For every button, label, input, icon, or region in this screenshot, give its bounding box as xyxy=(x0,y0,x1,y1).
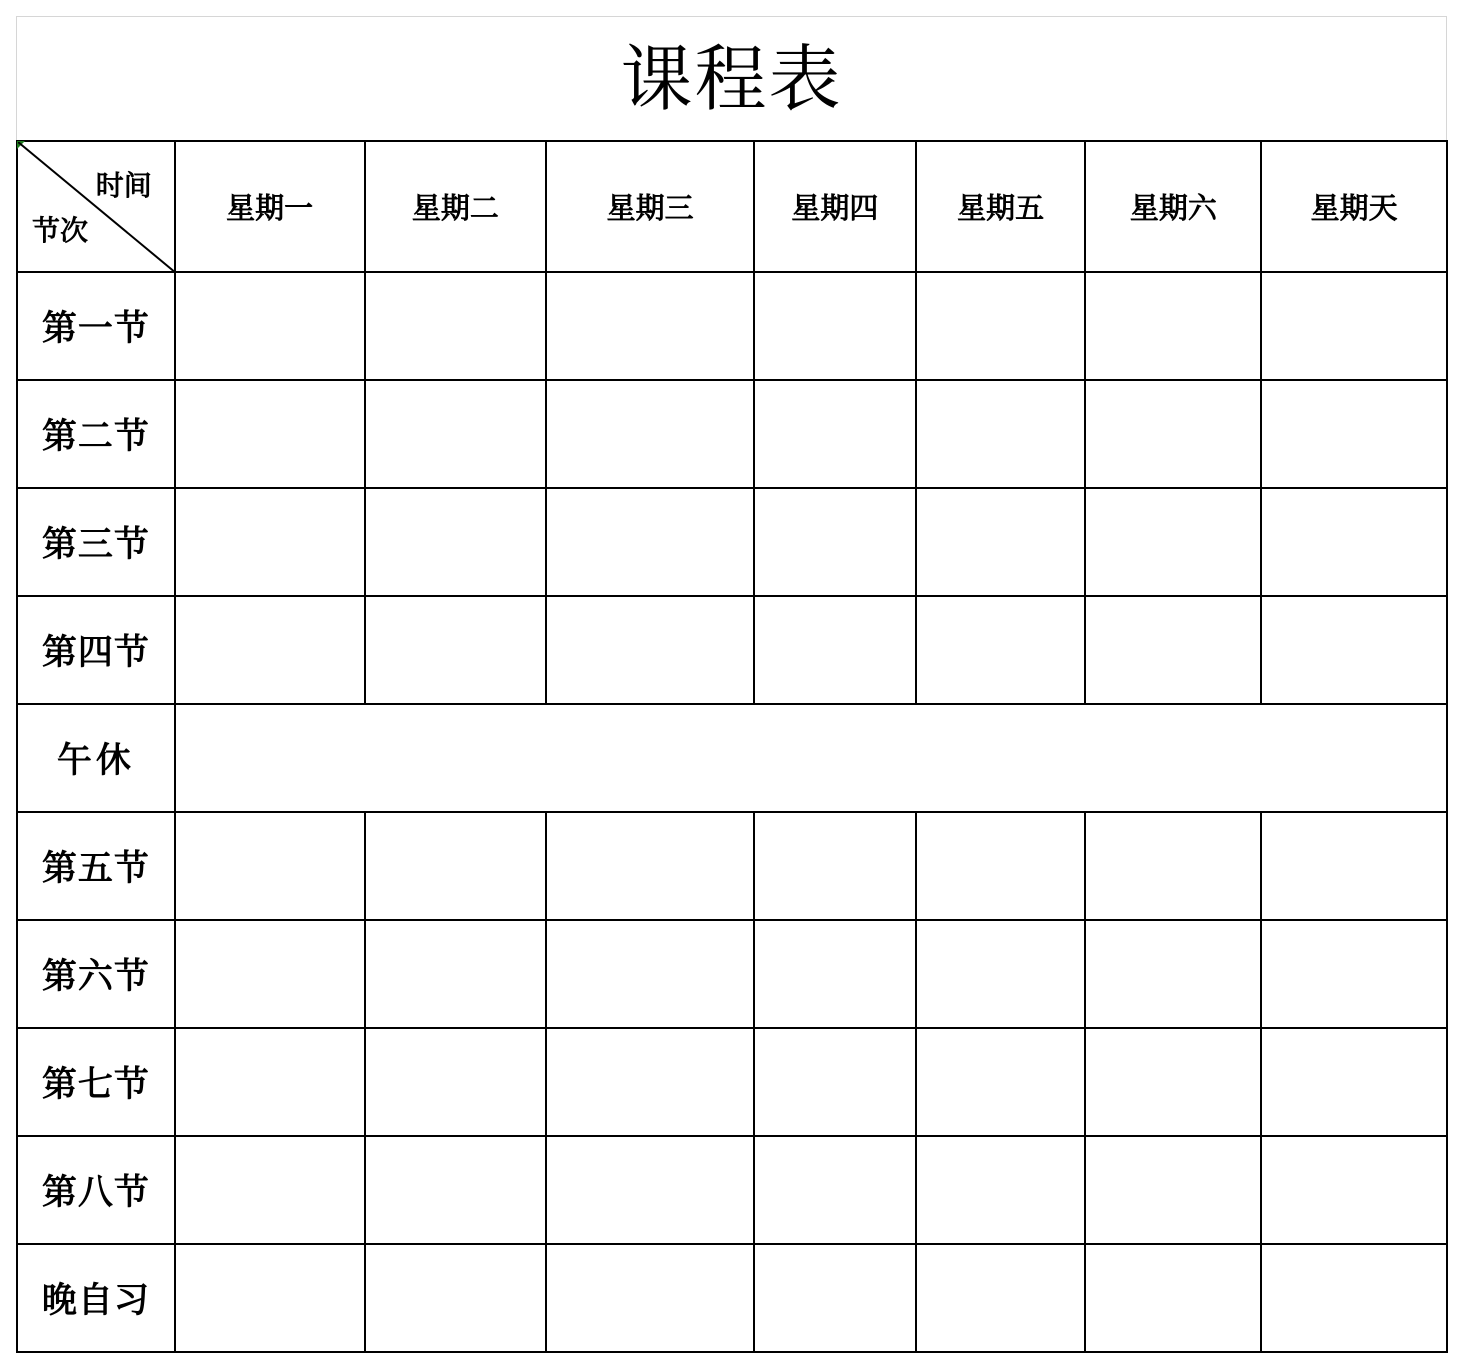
schedule-cell[interactable] xyxy=(916,488,1086,596)
period-row xyxy=(17,1136,1447,1244)
page-title: 课程表 xyxy=(620,36,843,121)
schedule-cell[interactable] xyxy=(1085,1028,1261,1136)
schedule-cell[interactable] xyxy=(1261,1136,1447,1244)
schedule-cell[interactable] xyxy=(175,1244,365,1352)
schedule-cell[interactable] xyxy=(916,380,1086,488)
schedule-cell[interactable] xyxy=(175,812,365,920)
schedule-table xyxy=(16,140,1448,1353)
period-label[interactable]: 第八节 xyxy=(17,1136,175,1244)
day-header-sun[interactable]: 星期天 xyxy=(1261,141,1447,272)
schedule-cell[interactable] xyxy=(365,1244,547,1352)
schedule-cell[interactable] xyxy=(1261,812,1447,920)
schedule-cell[interactable] xyxy=(365,272,547,380)
schedule-cell[interactable] xyxy=(546,1028,754,1136)
schedule-cell[interactable] xyxy=(754,272,916,380)
schedule-cell[interactable] xyxy=(365,380,547,488)
lunch-row xyxy=(17,704,1447,812)
schedule-cell[interactable] xyxy=(916,1244,1086,1352)
period-label[interactable]: 晚自习 xyxy=(17,1244,175,1352)
schedule-cell[interactable] xyxy=(754,1244,916,1352)
schedule-cell[interactable] xyxy=(916,272,1086,380)
schedule-cell[interactable] xyxy=(365,596,547,704)
schedule-cell[interactable] xyxy=(175,488,365,596)
period-row xyxy=(17,596,1447,704)
schedule-cell[interactable] xyxy=(1261,1244,1447,1352)
period-row xyxy=(17,920,1447,1028)
schedule-cell[interactable] xyxy=(1261,272,1447,380)
schedule-cell[interactable] xyxy=(175,1028,365,1136)
period-row xyxy=(17,1028,1447,1136)
schedule-cell[interactable] xyxy=(546,596,754,704)
schedule-cell[interactable] xyxy=(546,1136,754,1244)
schedule-cell[interactable] xyxy=(1085,812,1261,920)
schedule-cell[interactable] xyxy=(754,380,916,488)
schedule-cell[interactable] xyxy=(1085,596,1261,704)
schedule-cell[interactable] xyxy=(754,812,916,920)
schedule-cell[interactable] xyxy=(1085,1136,1261,1244)
lunch-label[interactable]: 午休 xyxy=(17,704,175,812)
period-label[interactable]: 第五节 xyxy=(17,812,175,920)
schedule-cell[interactable] xyxy=(1085,488,1261,596)
schedule-cell[interactable] xyxy=(365,812,547,920)
schedule-cell[interactable] xyxy=(1085,272,1261,380)
schedule-cell[interactable] xyxy=(754,596,916,704)
day-header-thu[interactable]: 星期四 xyxy=(754,141,916,272)
period-row xyxy=(17,812,1447,920)
day-header-mon[interactable]: 星期一 xyxy=(175,141,365,272)
schedule-cell[interactable] xyxy=(546,272,754,380)
period-label[interactable]: 第一节 xyxy=(17,272,175,380)
schedule-cell[interactable] xyxy=(1261,596,1447,704)
period-label[interactable]: 第二节 xyxy=(17,380,175,488)
schedule-cell[interactable] xyxy=(546,380,754,488)
header-row xyxy=(17,141,1447,272)
period-label[interactable]: 第七节 xyxy=(17,1028,175,1136)
schedule-cell[interactable] xyxy=(1261,488,1447,596)
schedule-cell[interactable] xyxy=(1085,380,1261,488)
schedule-cell[interactable] xyxy=(1261,1028,1447,1136)
period-row xyxy=(17,1244,1447,1352)
corner-period-label: 节次 xyxy=(32,214,89,247)
schedule-cell[interactable] xyxy=(754,1136,916,1244)
schedule-cell[interactable] xyxy=(754,1028,916,1136)
corner-time-label: 时间 xyxy=(95,169,152,202)
period-label[interactable]: 第三节 xyxy=(17,488,175,596)
diagonal-line xyxy=(18,142,176,273)
period-row xyxy=(17,380,1447,488)
schedule-cell[interactable] xyxy=(175,272,365,380)
schedule-cell[interactable] xyxy=(1261,920,1447,1028)
day-header-tue[interactable]: 星期二 xyxy=(365,141,547,272)
schedule-cell[interactable] xyxy=(916,920,1086,1028)
schedule-cell[interactable] xyxy=(916,1136,1086,1244)
schedule-cell[interactable] xyxy=(1261,380,1447,488)
schedule-cell[interactable] xyxy=(365,1136,547,1244)
schedule-cell[interactable] xyxy=(1085,1244,1261,1352)
schedule-cell[interactable] xyxy=(546,812,754,920)
schedule-cell[interactable] xyxy=(916,812,1086,920)
schedule-cell[interactable] xyxy=(365,1028,547,1136)
schedule-cell[interactable] xyxy=(754,488,916,596)
period-label[interactable]: 第六节 xyxy=(17,920,175,1028)
schedule-cell[interactable] xyxy=(546,920,754,1028)
day-header-fri[interactable]: 星期五 xyxy=(916,141,1086,272)
schedule-cell[interactable] xyxy=(175,596,365,704)
schedule-cell[interactable] xyxy=(175,380,365,488)
schedule-cell[interactable] xyxy=(916,596,1086,704)
schedule-cell[interactable] xyxy=(1085,920,1261,1028)
period-label[interactable]: 第四节 xyxy=(17,596,175,704)
schedule-cell[interactable] xyxy=(546,1244,754,1352)
lunch-merged-cell[interactable] xyxy=(175,704,1447,812)
schedule-cell[interactable] xyxy=(365,920,547,1028)
period-row xyxy=(17,488,1447,596)
corner-cell[interactable] xyxy=(17,141,175,272)
day-header-sat[interactable]: 星期六 xyxy=(1085,141,1261,272)
schedule-cell[interactable] xyxy=(916,1028,1086,1136)
schedule-cell[interactable] xyxy=(546,488,754,596)
period-row xyxy=(17,272,1447,380)
schedule-cell[interactable] xyxy=(175,920,365,1028)
schedule-cell[interactable] xyxy=(365,488,547,596)
title-cell[interactable] xyxy=(16,16,1447,140)
day-header-wed[interactable]: 星期三 xyxy=(546,141,754,272)
schedule-sheet xyxy=(16,16,1448,1353)
schedule-cell[interactable] xyxy=(754,920,916,1028)
schedule-cell[interactable] xyxy=(175,1136,365,1244)
